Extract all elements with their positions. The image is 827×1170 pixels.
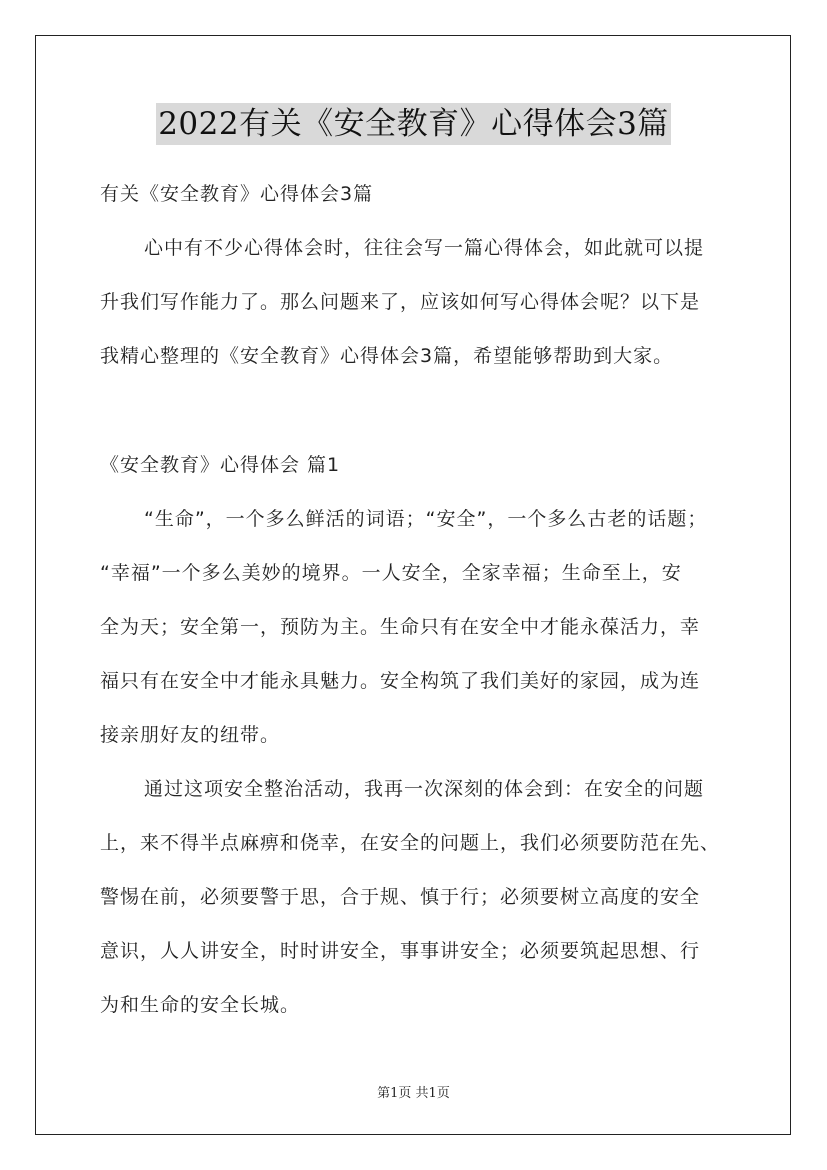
paragraph-line: 警惕在前，必须要警于思，合于规、慎于行；必须要树立高度的安全 xyxy=(100,886,701,908)
paragraph-line: “生命”，一个多么鲜活的词语；“安全”，一个多么古老的话题； xyxy=(144,508,708,530)
document-subtitle: 有关《安全教育》心得体会3篇 xyxy=(100,183,374,205)
title-container xyxy=(0,103,827,145)
paragraph-line: 意识，人人讲安全，时时讲安全，事事讲安全；必须要筑起思想、行 xyxy=(100,940,701,962)
intro-line: 心中有不少心得体会时，往往会写一篇心得体会，如此就可以提 xyxy=(144,237,705,259)
paragraph-2 xyxy=(100,762,740,1032)
paragraph-line: “幸福”一个多么美妙的境界。一人安全，全家幸福；生命至上，安 xyxy=(100,562,682,584)
paragraph-line: 接亲朋好友的纽带。 xyxy=(100,724,281,746)
document-subtitle-block xyxy=(100,167,740,221)
paragraph-line: 全为天；安全第一，预防为主。生命只有在安全中才能永葆活力，幸 xyxy=(100,616,701,638)
paragraph-line: 福只有在安全中才能永具魅力。安全构筑了我们美好的家园，成为连 xyxy=(100,670,701,692)
section-heading-block xyxy=(100,438,740,492)
section-heading: 《安全教育》心得体会 篇1 xyxy=(100,454,341,476)
paragraph-line: 为和生命的安全长城。 xyxy=(100,994,301,1016)
intro-paragraph xyxy=(100,221,740,383)
intro-line: 升我们写作能力了。那么问题来了，应该如何写心得体会呢？以下是 xyxy=(100,291,701,313)
intro-line: 我精心整理的《安全教育》心得体会3篇，希望能够帮助到大家。 xyxy=(100,345,674,367)
paragraph-line: 上，来不得半点麻痹和侥幸，在安全的问题上，我们必须要防范在先、 xyxy=(100,832,721,854)
page-footer: 第1页 共1页 xyxy=(377,1086,450,1101)
paragraph-line: 通过这项安全整治活动，我再一次深刻的体会到：在安全的问题 xyxy=(144,778,705,800)
document-title: 2022有关《安全教育》心得体会3篇 xyxy=(156,103,671,145)
paragraph-1 xyxy=(100,492,740,762)
